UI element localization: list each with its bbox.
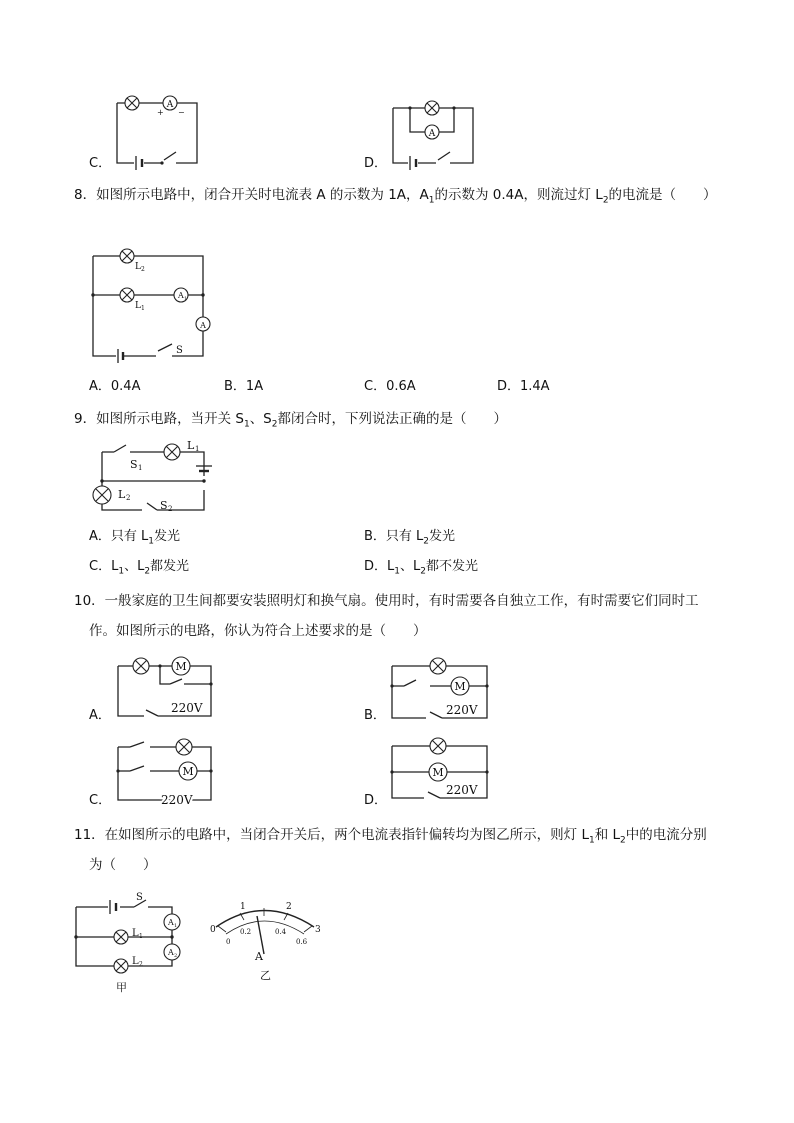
svg-text:甲: 甲 bbox=[116, 981, 127, 994]
svg-text:L: L bbox=[132, 956, 139, 967]
svg-text:0.4: 0.4 bbox=[275, 928, 287, 936]
circuit-diagram-10a bbox=[116, 654, 216, 722]
lamp-icon bbox=[176, 739, 192, 755]
svg-text:M: M bbox=[182, 765, 194, 778]
svg-text:S: S bbox=[176, 345, 183, 356]
svg-text:2: 2 bbox=[139, 961, 143, 968]
question-9-text: 9．如图所示电路，当开关 $S_1$、$S_2$都闭合时，下列说法正确的是（ ） bbox=[74, 411, 507, 430]
option-b[interactable]: B．1A bbox=[224, 379, 264, 394]
lamp-icon bbox=[430, 658, 446, 674]
svg-text:M: M bbox=[454, 680, 466, 693]
svg-text:2: 2 bbox=[168, 505, 173, 513]
svg-text:1: 1 bbox=[184, 296, 188, 302]
lamp-l1-icon bbox=[120, 288, 134, 302]
option-b[interactable]: B．只有 $L_2$发光 bbox=[364, 529, 456, 547]
svg-text:L: L bbox=[132, 928, 139, 939]
option-d-label: D． bbox=[364, 156, 388, 171]
ammeter-dial-yi bbox=[202, 892, 327, 997]
meter-needle bbox=[257, 916, 264, 954]
svg-text:A: A bbox=[255, 950, 263, 963]
svg-text:0.6: 0.6 bbox=[296, 938, 308, 946]
motor-icon bbox=[429, 763, 447, 781]
svg-text:L: L bbox=[135, 301, 141, 311]
option-a-label[interactable]: A． bbox=[89, 708, 111, 723]
circuit-diagram-d bbox=[388, 98, 478, 168]
svg-text:S: S bbox=[160, 499, 168, 512]
lamp-icon bbox=[133, 658, 149, 674]
option-d[interactable]: D．1.4A bbox=[497, 379, 550, 394]
option-a[interactable]: A．只有 $L_1$发光 bbox=[89, 529, 181, 547]
question-11-line2: 为（ ） bbox=[89, 857, 157, 873]
option-d-label[interactable]: D． bbox=[364, 793, 388, 808]
svg-text:乙: 乙 bbox=[260, 969, 271, 982]
ammeter-icon bbox=[163, 96, 177, 110]
svg-text:3: 3 bbox=[315, 925, 321, 935]
motor-icon bbox=[451, 677, 469, 695]
lamp-icon bbox=[125, 96, 139, 110]
svg-text:2: 2 bbox=[141, 266, 145, 273]
option-c[interactable]: C．0.6A bbox=[364, 379, 416, 394]
option-a[interactable]: A．0.4A bbox=[89, 379, 141, 394]
lamp-icon bbox=[430, 738, 446, 754]
question-10-line2: 作。如图所示的电路，你认为符合上述要求的是（ ） bbox=[89, 623, 427, 639]
ammeter-icon bbox=[425, 125, 439, 139]
circuit-diagram-c bbox=[112, 98, 202, 168]
option-c-label: C． bbox=[89, 156, 112, 171]
svg-text:S: S bbox=[136, 892, 143, 903]
svg-text:M: M bbox=[432, 766, 444, 779]
svg-text:M: M bbox=[175, 660, 187, 673]
circuit-diagram-10c bbox=[116, 740, 216, 807]
lamp-l2-icon bbox=[114, 959, 128, 973]
svg-text:S: S bbox=[130, 458, 138, 471]
svg-text:A: A bbox=[166, 100, 174, 110]
question-10-line1: 10．一般家庭的卫生间都要安装照明灯和换气扇。使用时，有时需要各自独立工作，有时需要它们同时工 bbox=[74, 593, 699, 609]
lamp-l2-icon bbox=[120, 249, 134, 263]
svg-text:2: 2 bbox=[126, 494, 131, 502]
motor-icon bbox=[172, 657, 190, 675]
svg-text:1: 1 bbox=[138, 464, 143, 472]
svg-text:1: 1 bbox=[174, 923, 178, 929]
svg-text:1: 1 bbox=[139, 933, 143, 940]
ammeter-a2-icon bbox=[164, 944, 180, 960]
svg-text:220V: 220V bbox=[161, 793, 193, 807]
option-c[interactable]: C．$L_1$、$L_2$都发光 bbox=[89, 559, 190, 577]
svg-text:220V: 220V bbox=[171, 701, 203, 715]
option-b-label[interactable]: B． bbox=[364, 708, 386, 723]
svg-text:1: 1 bbox=[240, 902, 246, 912]
motor-icon bbox=[179, 762, 197, 780]
svg-text:2: 2 bbox=[174, 953, 178, 959]
svg-text:L: L bbox=[187, 439, 195, 452]
svg-text:1: 1 bbox=[195, 445, 200, 453]
svg-text:A: A bbox=[168, 918, 174, 927]
ammeter-a1-icon bbox=[174, 288, 188, 302]
lamp-l1-icon bbox=[114, 930, 128, 944]
question-8-text: 8．如图所示电路中，闭合开关时电流表 A 的示数为 1A，$A_1$的示数为 0.4A，则流过灯 $L_2$的电流是（ ） bbox=[74, 187, 717, 206]
circuit-diagram-q8 bbox=[90, 248, 220, 363]
svg-text:0: 0 bbox=[226, 938, 231, 946]
svg-text:1: 1 bbox=[141, 305, 145, 312]
circuit-diagram-10b bbox=[390, 660, 490, 724]
svg-text:L: L bbox=[118, 488, 126, 501]
option-d[interactable]: D．$L_1$、$L_2$都不发光 bbox=[364, 559, 478, 577]
svg-text:L: L bbox=[135, 262, 141, 272]
circuit-diagram-jia bbox=[74, 892, 189, 997]
circuit-diagram-q9 bbox=[92, 438, 217, 518]
lamp-l2-icon bbox=[93, 486, 111, 504]
svg-text:0.2: 0.2 bbox=[240, 928, 252, 936]
svg-text:−: − bbox=[178, 108, 185, 117]
question-11-line1: 11．在如图所示的电路中，当闭合开关后，两个电流表指针偏转均为图乙所示，则灯 $L_1$和 $L_2$中的电流分别 bbox=[74, 827, 707, 846]
svg-text:2: 2 bbox=[286, 902, 292, 912]
lamp-icon bbox=[425, 101, 439, 115]
svg-text:220V: 220V bbox=[446, 783, 478, 797]
svg-text:A: A bbox=[428, 129, 436, 139]
option-c-label[interactable]: C． bbox=[89, 793, 112, 808]
svg-text:+: + bbox=[157, 108, 164, 117]
svg-text:A: A bbox=[168, 948, 174, 957]
ammeter-a1-icon bbox=[164, 914, 180, 930]
svg-text:A: A bbox=[178, 291, 184, 300]
ammeter-a-icon bbox=[196, 317, 210, 331]
svg-text:A: A bbox=[200, 321, 206, 330]
svg-text:220V: 220V bbox=[446, 703, 478, 717]
circuit-diagram-10d bbox=[390, 740, 490, 804]
lamp-l1-icon bbox=[164, 444, 180, 460]
svg-text:0: 0 bbox=[210, 925, 216, 935]
